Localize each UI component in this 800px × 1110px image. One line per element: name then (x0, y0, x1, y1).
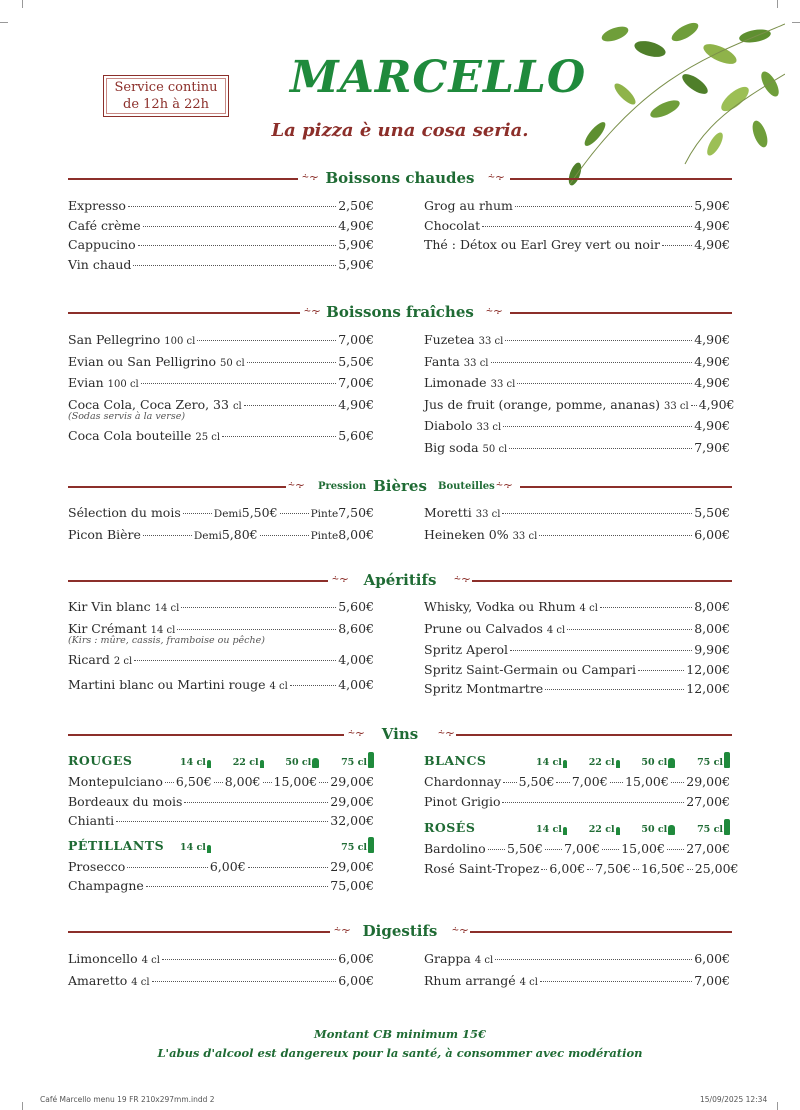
menu-item: Martini blanc ou Martini rouge 4 cl 4,00€ (68, 676, 374, 692)
card-minimum-note: Montant CB minimum 15€ (313, 1027, 487, 1041)
print-slug-file: Café Marcello menu 19 FR 210x297mm.indd 2 (40, 1095, 215, 1104)
menu-item: Rosé Saint-Tropez 6,00€ 7,50€ 16,50€ 25,00€ (424, 860, 739, 876)
glass-icon (563, 760, 567, 768)
vins-right (424, 752, 739, 878)
menu-item: Grappa 4 cl 6,00€ (424, 951, 730, 966)
carafe-icon (312, 758, 319, 768)
menu-item: Evian ou San Pelligrino 50 cl 5,50€ (68, 353, 374, 369)
menu-item: Vin chaud 5,90€ (68, 256, 374, 272)
menu-item: Heineken 0% 33 cl 6,00€ (424, 526, 730, 542)
boissons-chaudes-left (68, 196, 374, 274)
glass-icon (616, 827, 620, 835)
section-title: Digestifs (362, 922, 438, 940)
crop-mark (22, 0, 23, 8)
menu-item: Rhum arrangé 4 cl 7,00€ (424, 972, 730, 988)
menu-item: Fanta 33 cl 4,90€ (424, 353, 730, 369)
menu-item: Ricard 2 cl 4,00€ (68, 652, 374, 667)
menu-item: Fuzetea 33 cl 4,90€ (424, 332, 730, 347)
tagline: La pizza è una cosa seria. (271, 120, 529, 141)
section-title: Apéritifs (363, 571, 437, 589)
menu-item: Spritz Montmartre 12,00€ (424, 681, 730, 696)
roses-label: ROSÉS (424, 820, 476, 835)
menu-item: Coca Cola, Coca Zero, 33 cl 4,90€ (68, 396, 374, 412)
soda-note: (Sodas servis à la verse) (68, 411, 186, 422)
menu-item: Spritz Saint-Germain ou Campari 12,00€ (424, 661, 730, 677)
bieres-left (68, 503, 374, 546)
aperitifs-right (424, 597, 730, 699)
menu-item: Prosecco 6,00€ 29,00€ (68, 858, 374, 874)
menu-item: Limonade 33 cl 4,90€ (424, 375, 730, 390)
alcohol-warning: L'abus d'alcool est dangereux pour la santé, à consommer avec modération (157, 1046, 643, 1060)
menu-item: Bordeaux du mois 29,00€ (68, 793, 374, 809)
menu-item: Chocolat 4,90€ (424, 217, 730, 233)
digestifs-left (68, 949, 374, 992)
print-slug-date: 15/09/2025 12:34 (700, 1095, 768, 1104)
aperitifs-left (68, 597, 374, 696)
menu-item: Sélection du mois Demi 5,50€ Pinte 7,50€ (68, 505, 375, 520)
bottle-icon (368, 752, 374, 768)
wine-header-blancs: BLANCS 14 cl 22 cl 50 cl 75 cl (424, 752, 730, 772)
menu-item: Kir Vin blanc 14 cl 5,60€ (68, 599, 374, 614)
menu-item: Champagne 75,00€ (68, 878, 374, 893)
crop-mark (777, 1102, 778, 1110)
menu-item: Chianti 32,00€ (68, 813, 374, 828)
section-heading-vins: ⸞⸟ Vins ⸞⸟ (68, 724, 732, 746)
boissons-fraiches-left (68, 330, 374, 448)
service-hours-box (103, 75, 229, 117)
menu-item: Kir Crémant 14 cl 8,60€ (68, 620, 374, 636)
menu-item: Amaretto 4 cl 6,00€ (68, 972, 374, 988)
menu-item: Moretti 33 cl 5,50€ (424, 505, 730, 520)
service-line-2: de 12h à 22h (123, 97, 209, 112)
petillants-label: PÉTILLANTS (68, 837, 165, 853)
menu-item: Limoncello 4 cl 6,00€ (68, 951, 374, 966)
crop-mark (792, 22, 800, 23)
carafe-icon (668, 758, 675, 768)
menu-item: San Pellegrino 100 cl 7,00€ (68, 332, 374, 347)
service-line-1: Service continu (114, 80, 218, 95)
section-heading-bieres: ⸞⸟ Pression Bières Bouteilles ⸞⸟ (68, 476, 732, 498)
section-heading-boissons-chaudes: ⸞⸟ Boissons chaudes ⸞⸟ (68, 168, 732, 190)
section-heading-aperitifs: ⸞⸟ Apéritifs ⸞⸟ (68, 570, 732, 592)
bottle-icon (724, 752, 730, 768)
pression-label: Pression (318, 481, 367, 492)
menu-item: Café crème 4,90€ (68, 217, 374, 233)
glass-icon (207, 845, 211, 853)
rouges-label: ROUGES (68, 753, 133, 768)
wine-header-rouges: ROUGES 14 cl 22 cl 50 cl 75 cl (68, 752, 374, 772)
menu-item: Picon Bière Demi 5,80€ Pinte 8,00€ (68, 526, 374, 542)
crop-mark (0, 22, 8, 23)
menu-item: Evian 100 cl 7,00€ (68, 375, 374, 390)
glass-icon (260, 760, 264, 768)
crop-mark (777, 0, 778, 8)
section-title: Vins (381, 725, 419, 743)
menu-item: Expresso 2,50€ (68, 198, 374, 213)
glass-icon (616, 760, 620, 768)
menu-item: Prune ou Calvados 4 cl 8,00€ (424, 620, 730, 636)
section-heading-digestifs: ⸞⸟ Digestifs ⸞⸟ (68, 921, 732, 943)
menu-item: Bardolino 5,50€ 7,00€ 15,00€ 27,00€ (424, 841, 730, 856)
kir-note: (Kirs : mûre, cassis, framboise ou pêche) (68, 635, 265, 646)
crop-mark (22, 1102, 23, 1110)
menu-item: Spritz Aperol 9,90€ (424, 642, 730, 657)
marcello-logo: MARCELLO (290, 52, 587, 103)
menu-item: Pinot Grigio 27,00€ (424, 793, 730, 809)
wine-header-roses: ROSÉS 14 cl 22 cl 50 cl 75 cl (424, 819, 730, 839)
menu-item: Jus de fruit (orange, pomme, ananas) 33 cl 4,90€ (424, 396, 735, 412)
wine-header-petillants: PÉTILLANTS 14 cl 75 cl (68, 837, 374, 857)
plant-illustration (555, 14, 785, 194)
menu-item: Coca Cola bouteille 25 cl 5,60€ (68, 428, 374, 443)
section-heading-boissons-fraiches: ⸞⸟ Boissons fraîches ⸞⸟ (68, 302, 732, 324)
menu-item: Montepulciano 6,50€ 8,00€ 15,00€ 29,00€ (68, 774, 375, 789)
carafe-icon (668, 825, 675, 835)
digestifs-right (424, 949, 730, 992)
bieres-right (424, 503, 730, 546)
menu-item: Whisky, Vodka ou Rhum 4 cl 8,00€ (424, 599, 730, 614)
bottle-icon (724, 819, 730, 835)
vins-left (68, 752, 374, 896)
menu-item: Grog au rhum 5,90€ (424, 198, 730, 213)
blancs-label: BLANCS (424, 753, 487, 768)
section-title: Bières (373, 477, 427, 495)
boissons-chaudes-right (424, 196, 730, 255)
section-title: Boissons chaudes (325, 169, 475, 187)
menu-item: Big soda 50 cl 7,90€ (424, 439, 730, 455)
menu-item: Diabolo 33 cl 4,90€ (424, 418, 730, 433)
glass-icon (563, 827, 567, 835)
boissons-fraiches-right (424, 330, 735, 459)
section-title: Boissons fraîches (326, 303, 474, 321)
glass-icon (207, 760, 211, 768)
bottle-icon (368, 837, 374, 853)
bouteilles-label: Bouteilles (438, 481, 495, 492)
menu-item: Cappucino 5,90€ (68, 237, 374, 252)
menu-item: Chardonnay 5,50€ 7,00€ 15,00€ 29,00€ (424, 774, 731, 789)
menu-item: Thé : Détox ou Earl Grey vert ou noir 4,90€ (424, 237, 730, 252)
